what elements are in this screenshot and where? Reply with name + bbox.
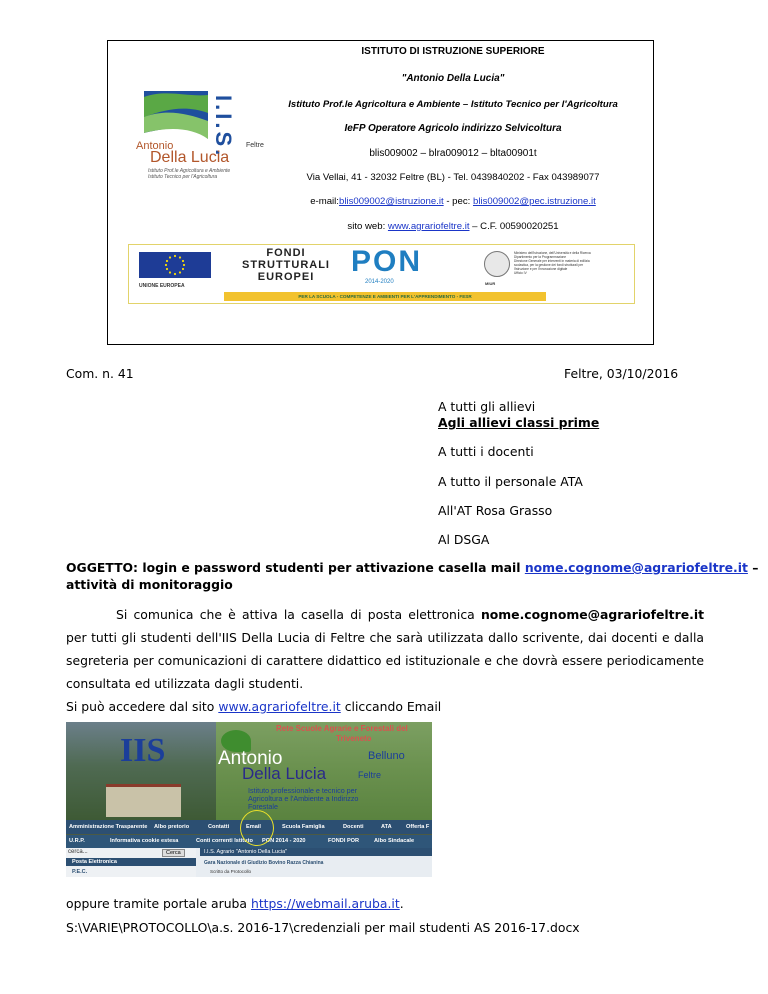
school-email-link[interactable]: blis009002@istruzione.it [338,196,444,207]
access-line [66,699,441,714]
email-highlight-circle [240,810,274,846]
aruba-text: oppure tramite portale aruba [66,896,251,911]
pec-prefix: - pec: [443,196,473,207]
school-logo [136,87,274,181]
ministry-text [514,251,632,275]
school-pec-link[interactable]: blis009002@pec.istruzione.it [472,196,596,207]
menu-cookie[interactable]: Informativa cookie estesa [110,838,179,844]
right-author: Scritto da Protocollo [210,869,252,874]
subject-line [66,560,758,575]
left-item-pec[interactable]: P.E.C. [72,869,88,875]
contact-line [258,196,648,207]
right-news-item[interactable]: Gara Nazionale di Giudizio Bovino Razza Chianina [204,860,324,866]
paragraph-text-a: Si comunica che è attiva la casella di posta elettronica [116,607,481,622]
logo-della-lucia: Della Lucia [150,149,230,166]
logo-antonio: Antonio [136,140,174,152]
miur-label: MIUR [485,281,496,286]
site-belluno: Belluno [368,750,405,762]
menu-ata[interactable]: ATA [381,824,392,830]
access-text: Si può accedere dal sito [66,699,219,714]
pon-banner [128,244,635,304]
school-address: Via Vellai, 41 - 32032 Feltre (BL) - Tel. 0439840202 - Fax 043989077 [306,172,600,183]
fondi-line-2: STRUTTURALI [242,259,330,271]
left-item-posta[interactable]: Posta Elettronica [66,858,196,866]
institute-type: ISTITUTO DI ISTRUZIONE SUPERIORE [361,46,545,57]
school-building [106,784,181,817]
aruba-period: . [399,896,404,911]
aruba-line [66,896,404,911]
subject-text: OGGETTO: login e password studenti per attivazione casella mail [66,560,525,575]
menu-offerta[interactable]: Offerta F [406,824,430,830]
menu-amministrazione[interactable]: Amministrazione Trasparente [69,824,148,830]
ministry-line-5: l'istruzione e per l'innovazione digitale [514,267,568,271]
site-desc-line-2: Agricoltura e l'Ambiente a Indirizzo [248,794,359,803]
ministry-line-4: scolastica, per la gestione dei fondi strutturali per [514,263,584,267]
site-network-line-1: Rete Scuole Agrarie e Forestali del [276,724,408,733]
fondi-line-3: EUROPEI [257,271,315,283]
institute-name: "Antonio Della Lucia" [401,73,505,84]
ministry-line-2: Dipartimento per la Programmazione [514,255,567,259]
menu-conti-correnti[interactable]: Conti correnti Istituto [196,838,253,844]
school-codes: blis009002 – blra009012 – blta00901t [369,148,537,159]
file-path-footer: S:\VARIE\PROTOCOLLO\a.s. 2016-17\credenziali per mail studenti AS 2016-17.docx [66,920,580,935]
place-and-date: Feltre, 03/10/2016 [564,366,679,381]
email-prefix: e-mail: [310,196,339,207]
site-desc-line-3: Forestale [248,802,278,811]
access-website-link[interactable]: www.agrariofeltre.it [218,699,341,714]
recipient-6: Al DSGA [438,532,490,547]
pon-strip: PER LA SCUOLA - COMPETENZE E AMBIENTI PER L'APPRENDIMENTO - FESR [224,292,546,301]
site-iis-logo: IIS [120,732,166,769]
aruba-webmail-link[interactable]: https://webmail.aruba.it [250,896,400,911]
site-header [66,722,432,820]
paragraph-text-b: per tutti gli studenti dell'IIS Della Lucia di Feltre che sarà utilizzata dallo scrivente, dai docenti e dalla segreteria per comunicazioni di carattere didattico ed istituzionale e che dovrà essere periodicamente consultata ed utilizzata dagli studenti. [66,630,704,691]
site-description [248,787,358,811]
site-search-input[interactable]: cerca... [68,849,88,855]
svg-text:I.I.S.: I.I.S. [211,95,236,159]
subject-dash: – [747,560,759,575]
recipient-2: Agli allievi classi prime [438,415,600,430]
eu-flag [139,252,211,278]
recipient-4: A tutto il personale ATA [438,474,583,489]
italian-emblem-icon [484,251,510,277]
web-prefix: sito web: [347,221,388,232]
menu-albo-pretorio[interactable]: Albo pretorio [154,824,190,830]
site-feltre: Feltre [358,770,382,780]
site-network-line-2: Triveneto [336,734,372,743]
recipient-5: All'AT Rosa Grasso [438,503,553,518]
logo-feltre: Feltre [246,142,264,149]
menu-scuola-famiglia[interactable]: Scuola Famiglia [282,824,325,830]
access-text-b: cliccando Email [340,699,442,714]
menu-fondi-por[interactable]: FONDI POR [328,838,360,844]
fiscal-code: – C.F. 00590020251 [469,221,559,232]
eu-label: UNIONE EUROPEA [139,283,185,289]
menu-pon[interactable]: PON 2014 - 2020 [262,838,306,844]
pon-years: 2014-2020 [365,279,394,285]
logo-subtitle-1: Istituto Prof.le Agricoltura e Ambiente [148,168,231,174]
subject-email-link[interactable]: nome.cognome@agrariofeltre.it [524,560,748,575]
recipient-1: A tutti gli allievi [438,399,536,414]
subject-line-2: attività di monitoraggio [66,577,233,592]
website-line [258,221,648,232]
menu-urp[interactable]: U.R.P. [69,838,85,844]
website-screenshot [66,722,432,877]
iefp-line: IeFP Operatore Agricolo indirizzo Selvicoltura [344,123,562,134]
ministry-line-3: Direzione Generale per interventi in materia di edilizia [514,259,590,263]
menu-contatti[interactable]: Contatti [208,824,230,830]
site-della-lucia: Della Lucia [242,764,327,783]
fondi-title [241,247,331,283]
main-paragraph [66,603,704,695]
site-content [66,848,432,877]
institute-description: Istituto Prof.le Agricoltura e Ambiente – Istituto Tecnico per l'Agricoltura [288,99,618,110]
ministry-line-6: Ufficio IV [514,271,527,275]
right-title: I.I.S. Agrario "Antonio Della Lucia" [200,848,432,856]
left-column [66,848,196,877]
logo-subtitle-2: Istituto Tecnico per l'Agricoltura [148,174,218,180]
pon-logo: PON [351,245,423,278]
fondi-line-1: FONDI [266,247,306,259]
eu-stars-icon [139,252,211,278]
ministry-line-1: Ministero dell'Istruzione, dell'Università e della Ricerca [514,251,591,255]
site-search-button[interactable]: Cerca [162,849,185,857]
menu-albo-sindacale[interactable]: Albo Sindacale [374,838,415,844]
menu-docenti[interactable]: Docenti [343,824,364,830]
site-antonio: Antonio [218,748,283,769]
recipient-3: A tutti i docenti [438,444,534,459]
letterhead [107,40,654,345]
school-website-link[interactable]: www.agrariofeltre.it [387,221,470,232]
communication-number: Com. n. 41 [66,366,134,381]
site-desc-line-1: Istituto professionale e tecnico per [248,786,358,795]
paragraph-email: nome.cognome@agrariofeltre.it [480,607,704,622]
menu-email[interactable]: Email [246,824,261,830]
